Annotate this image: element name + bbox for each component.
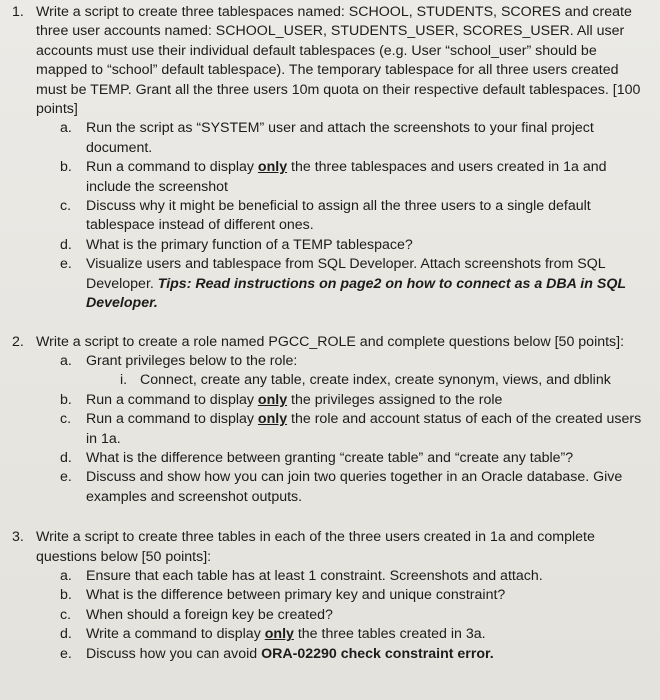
item-letter: d. <box>60 626 72 643</box>
emphasis-only: only <box>257 411 288 428</box>
item-text: Discuss how you can avoid ORA-02290 check constraint error. <box>86 645 494 662</box>
question-1a <box>60 119 648 158</box>
item-letter: b. <box>60 391 72 408</box>
question-text: Write a script to create three tables in each of the three users created in 1a and complete questions below [50 points]: <box>36 529 595 565</box>
question-3d <box>60 625 648 644</box>
error-code-text: ORA-02290 check constraint error. <box>261 645 494 662</box>
question-1c <box>60 197 648 236</box>
item-letter: c. <box>60 198 72 215</box>
question-3c <box>60 606 648 625</box>
question-1d <box>60 236 648 255</box>
item-text: Connect, create any table, create index, create synonym, views, and dblink <box>140 372 611 389</box>
question-1 <box>12 3 648 119</box>
item-letter: e. <box>60 256 72 273</box>
question-text: Write a script to create three tablespaces named: SCHOOL, STUDENTS, SCORES and create three user accounts named: SCHOOL_USER, STUDENTS_USER, SCORES_USER. All user accounts must use their individual default tablespaces (e.g. User “school_user” should be mapped to “school” default tablespace). The temporary tablespace for all three users created must be TEMP. Grant all the three users 10m quota on their respective default tablespaces. [100 points] <box>36 4 641 118</box>
item-text: Write a command to display only the three tables created in 3a. <box>86 626 486 643</box>
item-text: Run a command to display only the role and account status of each of the created users in 1a. <box>86 411 642 447</box>
item-text: Discuss and show how you can join two queries together in an Oracle database. Give examples and screenshot outputs. <box>86 469 623 505</box>
question-1e <box>60 255 648 313</box>
item-letter: c. <box>60 606 72 623</box>
item-text: Visualize users and tablespace from SQL Developer. Attach screenshots from SQL Developer. Tips: Read instructions on page2 on how to connect as a DBA in SQL Developer. <box>86 256 626 312</box>
item-text: What is the primary function of a TEMP tablespace? <box>86 236 413 253</box>
question-3b <box>60 586 648 605</box>
question-1b <box>60 158 648 197</box>
tips-note: Tips: Read instructions on page2 on how to connect as a DBA in SQL Developer. <box>86 275 626 312</box>
item-text: Discuss why it might be beneficial to assign all the three users to a single default tablespace instead of different ones. <box>86 198 591 234</box>
item-letter: a. <box>60 352 72 369</box>
question-2 <box>12 333 648 352</box>
item-letter: d. <box>60 449 72 466</box>
item-text: When should a foreign key be created? <box>86 606 333 623</box>
emphasis-only: only <box>257 391 288 408</box>
item-letter: e. <box>60 469 72 486</box>
item-letter: d. <box>60 236 72 253</box>
emphasis-only: only <box>257 159 288 176</box>
item-text: Run a command to display only the three tablespaces and users created in 1a and include the screenshot <box>86 159 607 195</box>
item-text: Ensure that each table has at least 1 constraint. Screenshots and attach. <box>86 567 543 584</box>
item-text: What is the difference between primary key and unique constraint? <box>86 587 506 604</box>
question-3e <box>60 645 648 664</box>
question-2a <box>60 352 648 371</box>
item-text: Run a command to display only the privileges assigned to the role <box>86 391 503 408</box>
question-2a-i <box>120 371 648 390</box>
item-letter: e. <box>60 645 72 662</box>
emphasis-only: only <box>264 626 294 643</box>
item-text: Run the script as “SYSTEM” user and attach the screenshots to your final project document. <box>86 120 594 156</box>
question-text: Write a script to create a role named PGCC_ROLE and complete questions below [50 points]: <box>36 333 625 350</box>
question-number: 3. <box>12 529 24 546</box>
question-2b <box>60 391 648 410</box>
question-3a <box>60 567 648 586</box>
question-3 <box>12 528 648 567</box>
question-2d <box>60 449 648 468</box>
question-2c <box>60 410 648 449</box>
item-letter: a. <box>60 120 72 137</box>
item-letter: b. <box>60 587 72 604</box>
item-letter: c. <box>60 411 72 428</box>
item-letter: b. <box>60 159 72 176</box>
item-text: Grant privileges below to the role: <box>86 352 298 369</box>
question-number: 2. <box>12 333 24 350</box>
question-number: 1. <box>12 4 24 20</box>
item-letter: a. <box>60 567 72 584</box>
question-2e <box>60 468 648 507</box>
item-letter: i. <box>120 372 128 389</box>
item-text: What is the difference between granting “create table” and “create any table”? <box>86 449 574 466</box>
